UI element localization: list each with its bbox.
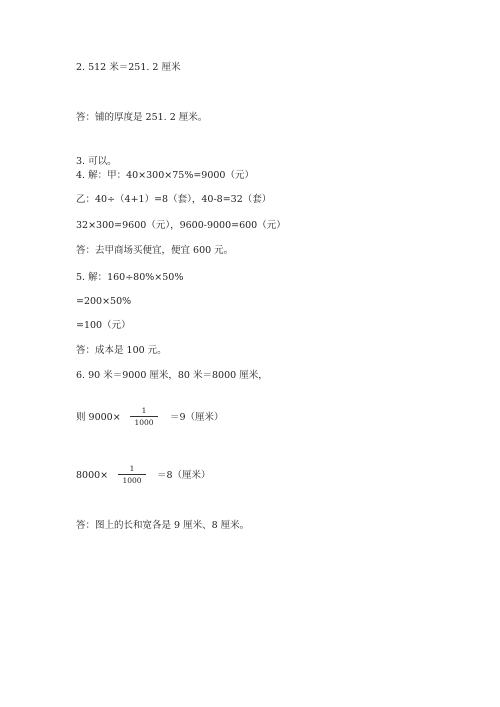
answer-4-conclusion: 答：去甲商场买便宜，便宜 600 元。 bbox=[76, 245, 234, 256]
answer-6-line-1: 6. 90 米＝9000 厘米，80 米＝8000 厘米， bbox=[76, 370, 268, 381]
answer-2-line: 2. 512 米＝251. 2 厘米 bbox=[76, 62, 181, 73]
fraction-bar bbox=[118, 474, 146, 475]
answer-6-conclusion: 答：图上的长和宽各是 9 厘米、8 厘米。 bbox=[76, 520, 250, 531]
answer-6-eq2-result: ＝8（厘米） bbox=[157, 470, 211, 481]
answer-6-eq2-prefix: 8000× bbox=[76, 470, 109, 481]
answer-3-line: 3. 可以。 bbox=[76, 156, 117, 167]
answer-6-eq1-prefix: 则 9000× bbox=[76, 412, 121, 423]
answer-5-line-1: 5. 解：160÷80%×50% bbox=[76, 272, 184, 283]
fraction-denominator: 1000 bbox=[122, 476, 142, 485]
answer-2-conclusion: 答：铺的厚度是 251. 2 厘米。 bbox=[76, 112, 208, 123]
fraction-numerator: 1 bbox=[141, 406, 147, 415]
fraction-denominator: 1000 bbox=[134, 418, 154, 427]
answer-5-line-2: =200×50% bbox=[76, 296, 132, 307]
answer-5-line-3: =100（元） bbox=[76, 320, 131, 331]
answer-6-eq1-result: ＝9（厘米） bbox=[170, 412, 224, 423]
answer-5-conclusion: 答：成本是 100 元。 bbox=[76, 345, 167, 356]
answer-4-line-3: 32×300=9600（元），9600-9000=600（元） bbox=[76, 220, 286, 231]
fraction-numerator: 1 bbox=[129, 464, 135, 473]
answer-6-eq1-fraction bbox=[130, 406, 158, 427]
answer-4-line-2: 乙：40÷（4+1）=8（套），40-8=32（套） bbox=[76, 194, 272, 205]
answer-6-eq2-fraction bbox=[118, 464, 146, 485]
answer-4-line-1: 4. 解：甲：40×300×75%=9000（元） bbox=[76, 170, 254, 181]
fraction-bar bbox=[130, 416, 158, 417]
